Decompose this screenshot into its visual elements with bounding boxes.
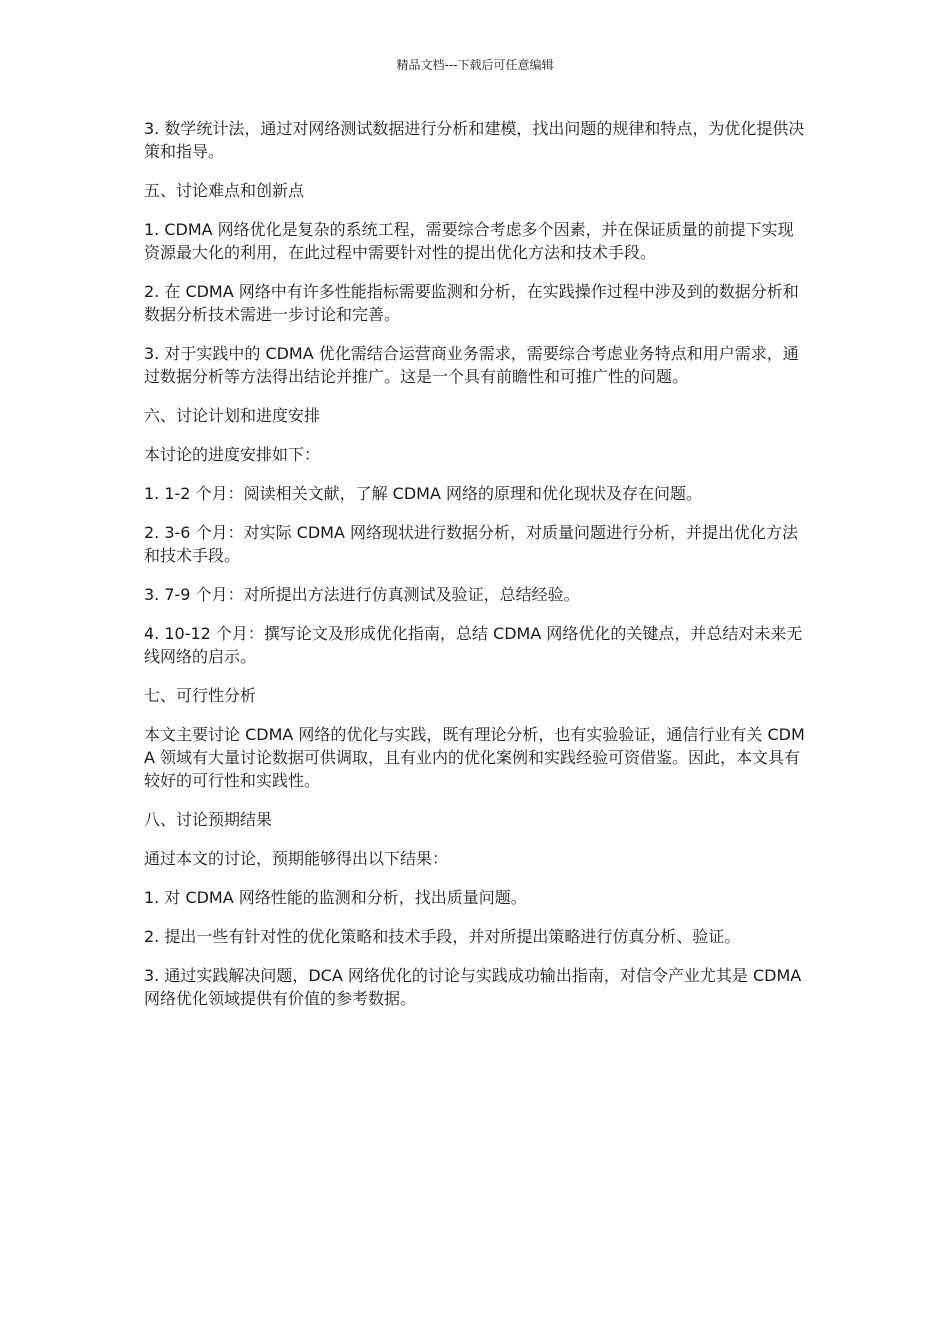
paragraph-difficulty-2: 2. 在 CDMA 网络中有许多性能指标需要监测和分析，在实践操作过程中涉及到的数据分析和数据分析技术需进一步讨论和完善。	[144, 282, 799, 324]
paragraph-result-2: 2. 提出一些有针对性的优化策略和技术手段，并对所提出策略进行仿真分析、验证。	[144, 927, 741, 946]
paragraph-method-3: 3. 数学统计法，通过对网络测试数据进行分析和建模，找出问题的规律和特点，为优化提供决策和指导。	[144, 119, 805, 161]
paragraph-schedule-4: 4. 10-12 个月：撰写论文及形成优化指南，总结 CDMA 网络优化的关键点，并总结对未来无线网络的启示。	[144, 624, 803, 666]
section-heading-8: 八、讨论预期结果	[144, 810, 273, 829]
paragraph-difficulty-3: 3. 对于实践中的 CDMA 优化需结合运营商业务需求，需要综合考虑业务特点和用户需求，通过数据分析等方法得出结论并推广。这是一个具有前瞻性和可推广性的问题。	[144, 344, 799, 386]
section-heading-5: 五、讨论难点和创新点	[144, 181, 305, 200]
section-heading-6: 六、讨论计划和进度安排	[144, 406, 321, 425]
paragraph-result-1: 1. 对 CDMA 网络性能的监测和分析，找出质量问题。	[144, 888, 527, 907]
paragraph-result-3: 3. 通过实践解决问题，DCA 网络优化的讨论与实践成功输出指南，对信令产业尤其是 CDMA 网络优化领域提供有价值的参考数据。	[144, 966, 802, 1008]
paragraph-difficulty-1: 1. CDMA 网络优化是复杂的系统工程，需要综合考虑多个因素，并在保证质量的前提下实现资源最大化的利用，在此过程中需要针对性的提出优化方法和技术手段。	[144, 220, 794, 262]
paragraph-schedule-intro: 本讨论的进度安排如下：	[144, 445, 321, 464]
paragraph-schedule-2: 2. 3-6 个月：对实际 CDMA 网络现状进行数据分析，对质量问题进行分析，并提出优化方法和技术手段。	[144, 523, 798, 565]
paragraph-feasibility: 本文主要讨论 CDMA 网络的优化与实践，既有理论分析，也有实验验证，通信行业有关 CDMA 领域有大量讨论数据可供调取，且有业内的优化案例和实践经验可资借鉴。因此，本文具有较好的可行性和实践性。	[144, 725, 805, 790]
paragraph-schedule-3: 3. 7-9 个月：对所提出方法进行仿真测试及验证，总结经验。	[144, 585, 580, 604]
section-heading-7: 七、可行性分析	[144, 686, 257, 705]
document-body	[144, 117, 808, 1026]
paragraph-results-intro: 通过本文的讨论，预期能够得出以下结果：	[144, 849, 449, 868]
paragraph-schedule-1: 1. 1-2 个月：阅读相关文献，了解 CDMA 网络的原理和优化现状及存在问题。	[144, 484, 702, 503]
page-header: 精品文档---下载后可任意编辑	[396, 58, 554, 72]
